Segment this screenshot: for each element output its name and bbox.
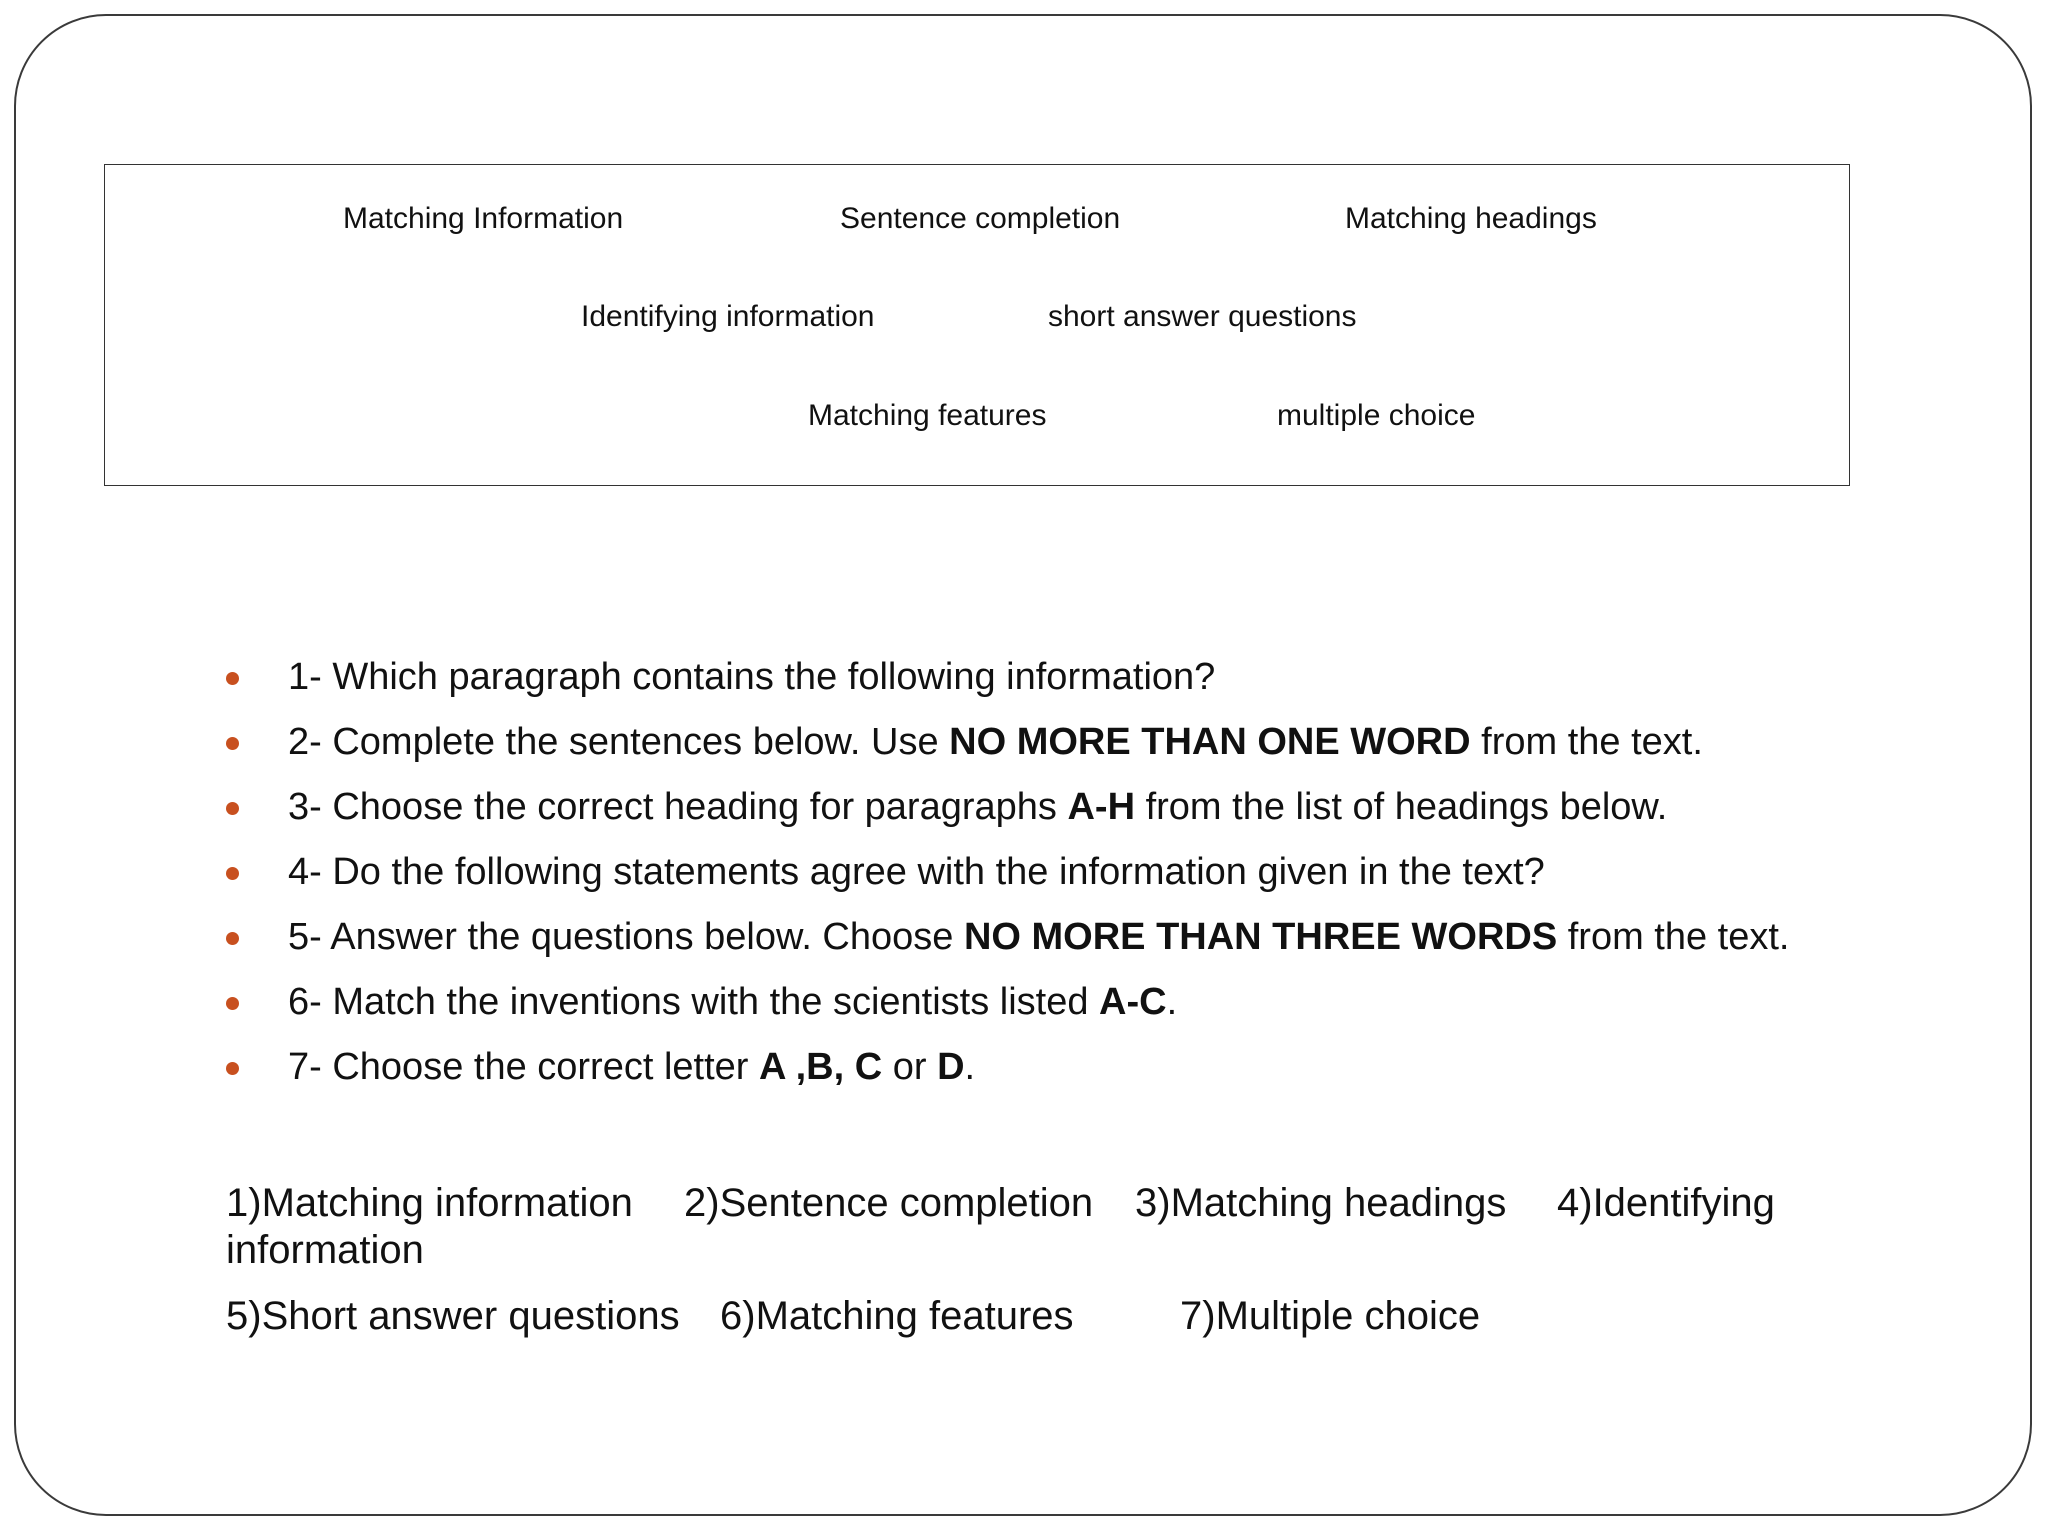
instruction-text: . bbox=[1166, 981, 1178, 1023]
instruction-text: or bbox=[882, 1046, 938, 1088]
instruction-text: from the list of headings below. bbox=[1135, 786, 1668, 828]
instruction-item bbox=[226, 655, 1926, 720]
bullet-icon bbox=[226, 932, 239, 945]
instruction-item bbox=[226, 720, 1926, 785]
instruction-text: 1- Which paragraph contains the following information? bbox=[288, 656, 1216, 698]
question-type-word: Matching headings bbox=[1345, 202, 1597, 235]
instruction-list bbox=[226, 655, 1926, 1110]
instruction-emphasis: D bbox=[937, 1046, 965, 1088]
question-type-word: short answer questions bbox=[1048, 300, 1357, 333]
bullet-icon bbox=[226, 1062, 239, 1075]
answer-key bbox=[226, 1180, 1826, 1340]
answer-item-continuation: information bbox=[226, 1228, 424, 1272]
answer-item: 5)Short answer questions bbox=[226, 1294, 680, 1338]
instruction-text: 5- Answer the questions below. Choose bbox=[288, 916, 964, 958]
instruction-item bbox=[226, 850, 1926, 915]
answer-row bbox=[226, 1227, 1826, 1293]
question-type-word: Identifying information bbox=[581, 300, 875, 333]
bullet-icon bbox=[226, 802, 239, 815]
question-type-word: multiple choice bbox=[1277, 399, 1476, 432]
instruction-text: 7- Choose the correct letter bbox=[288, 1046, 759, 1088]
answer-item: 1)Matching information bbox=[226, 1181, 633, 1225]
instruction-text: . bbox=[964, 1046, 976, 1088]
instruction-text: 4- Do the following statements agree with the information given in the text? bbox=[288, 851, 1545, 893]
answer-row bbox=[226, 1293, 1826, 1340]
question-type-word: Matching Information bbox=[343, 202, 624, 235]
answer-item: 3)Matching headings bbox=[1135, 1181, 1507, 1225]
bullet-icon bbox=[226, 672, 239, 685]
instruction-emphasis: A ,B, C bbox=[759, 1046, 883, 1088]
instruction-item bbox=[226, 980, 1926, 1045]
bullet-icon bbox=[226, 997, 239, 1010]
question-types-box bbox=[104, 164, 1850, 486]
instruction-item bbox=[226, 915, 1926, 980]
instruction-emphasis: NO MORE THAN ONE WORD bbox=[949, 721, 1471, 763]
instruction-text: 2- Complete the sentences below. Use bbox=[288, 721, 950, 763]
instruction-item bbox=[226, 1045, 1926, 1110]
question-type-word: Matching features bbox=[808, 399, 1047, 432]
bullet-icon bbox=[226, 737, 239, 750]
instruction-text: from the text. bbox=[1557, 916, 1790, 958]
instruction-emphasis: NO MORE THAN THREE WORDS bbox=[963, 916, 1558, 958]
instruction-text: 3- Choose the correct heading for paragraphs bbox=[288, 786, 1068, 828]
answer-item: 4)Identifying bbox=[1557, 1181, 1775, 1225]
instruction-emphasis: A-H bbox=[1067, 786, 1136, 828]
question-type-word: Sentence completion bbox=[840, 202, 1121, 235]
instruction-item bbox=[226, 785, 1926, 850]
answer-item: 6)Matching features bbox=[720, 1294, 1074, 1338]
answer-item: 2)Sentence completion bbox=[684, 1181, 1094, 1225]
answer-row bbox=[226, 1180, 1826, 1227]
instruction-text: 6- Match the inventions with the scientists listed bbox=[288, 981, 1100, 1023]
bullet-icon bbox=[226, 867, 239, 880]
instruction-text: from the text. bbox=[1470, 721, 1703, 763]
answer-item: 7)Multiple choice bbox=[1180, 1294, 1481, 1338]
instruction-emphasis: A-C bbox=[1099, 981, 1167, 1023]
